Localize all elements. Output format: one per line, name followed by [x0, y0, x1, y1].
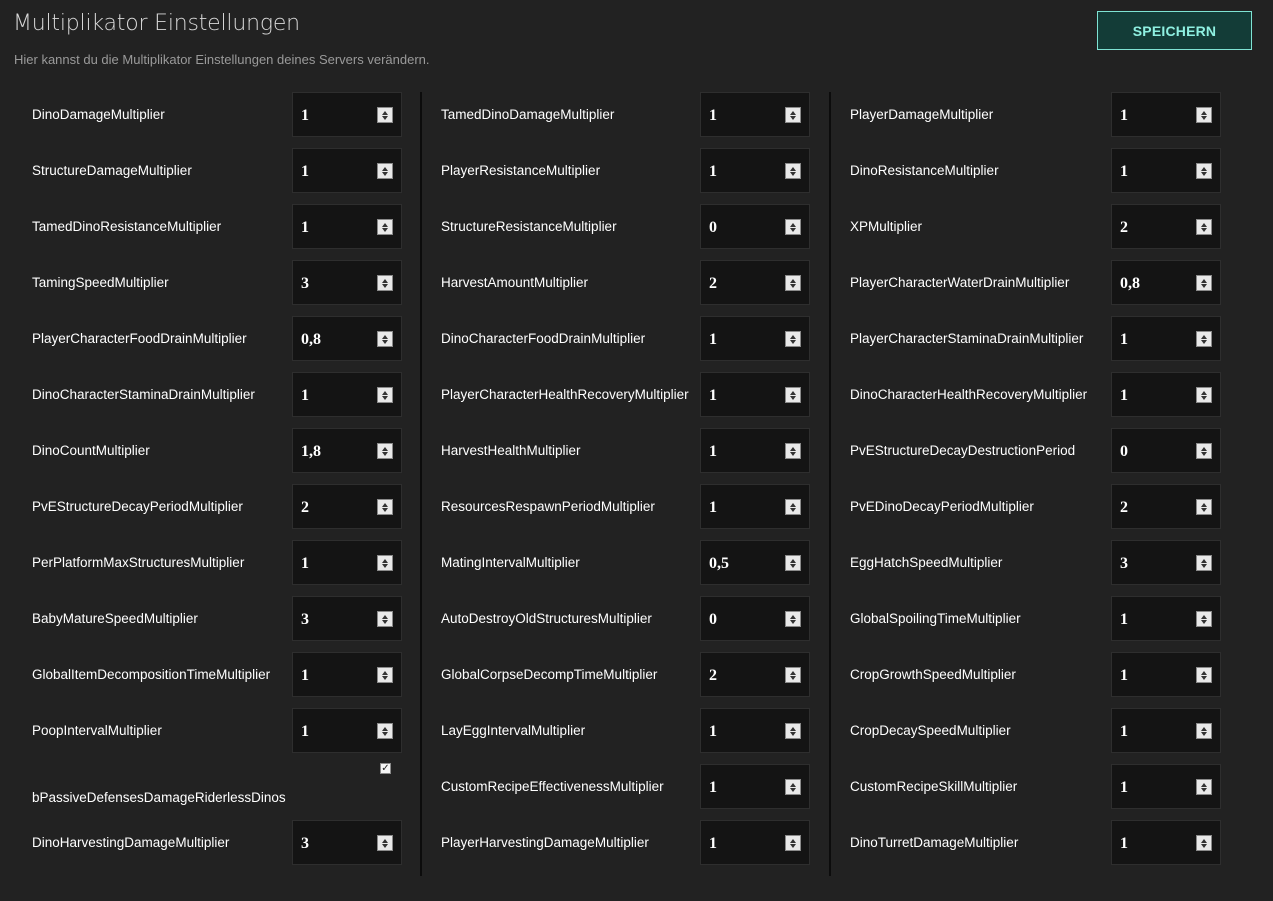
spinner-down-icon[interactable] [382, 508, 388, 512]
spinner-down-icon[interactable] [790, 788, 796, 792]
setting-label: DinoCharacterHealthRecoveryMultiplier [850, 387, 1088, 402]
setting-row [838, 652, 1238, 708]
spinner-down-icon[interactable] [790, 844, 796, 848]
spinner-arrows-icon[interactable] [785, 275, 801, 291]
spinner-down-icon[interactable] [790, 452, 796, 456]
setting-value: 1 [301, 667, 309, 684]
setting-number-input[interactable] [292, 92, 402, 137]
setting-row [429, 92, 829, 148]
spinner-up-icon[interactable] [790, 503, 796, 507]
setting-number-input[interactable] [700, 820, 810, 865]
setting-row [429, 316, 829, 372]
spinner-up-icon[interactable] [382, 727, 388, 731]
setting-row [20, 764, 420, 820]
spinner-up-icon[interactable] [790, 727, 796, 731]
setting-label: HarvestHealthMultiplier [441, 443, 581, 458]
spinner-up-icon[interactable] [790, 559, 796, 563]
setting-label: GlobalSpoilingTimeMultiplier [850, 611, 1021, 626]
spinner-down-icon[interactable] [382, 284, 388, 288]
spinner-arrows-icon[interactable] [785, 163, 801, 179]
spinner-down-icon[interactable] [790, 676, 796, 680]
setting-label: PlayerCharacterHealthRecoveryMultiplier [441, 387, 689, 402]
spinner-up-icon[interactable] [1201, 391, 1207, 395]
setting-label: DinoDamageMultiplier [32, 107, 165, 122]
spinner-arrows-icon[interactable] [377, 499, 393, 515]
setting-row [429, 540, 829, 596]
spinner-arrows-icon[interactable] [785, 443, 801, 459]
spinner-down-icon[interactable] [1201, 564, 1207, 568]
spinner-arrows-icon[interactable] [1196, 779, 1212, 795]
setting-value: 1 [709, 499, 717, 516]
setting-number-input[interactable] [1111, 148, 1221, 193]
setting-label: PlayerCharacterFoodDrainMultiplier [32, 331, 247, 346]
setting-value: 1 [709, 723, 717, 740]
spinner-down-icon[interactable] [382, 564, 388, 568]
setting-value: 0,5 [709, 555, 729, 572]
setting-value: 1 [1120, 779, 1128, 796]
spinner-arrows-icon[interactable] [785, 219, 801, 235]
spinner-arrows-icon[interactable] [1196, 219, 1212, 235]
spinner-down-icon[interactable] [790, 116, 796, 120]
spinner-down-icon[interactable] [790, 340, 796, 344]
spinner-arrows-icon[interactable] [377, 163, 393, 179]
spinner-arrows-icon[interactable] [377, 611, 393, 627]
spinner-down-icon[interactable] [1201, 844, 1207, 848]
spinner-arrows-icon[interactable] [1196, 331, 1212, 347]
setting-label: PlayerCharacterWaterDrainMultiplier [850, 275, 1070, 290]
setting-row [838, 540, 1238, 596]
spinner-arrows-icon[interactable] [785, 611, 801, 627]
setting-label: PvEStructureDecayDestructionPeriod [850, 443, 1076, 458]
setting-label: GlobalItemDecompositionTimeMultiplier [32, 667, 271, 682]
setting-label: PvEDinoDecayPeriodMultiplier [850, 499, 1034, 514]
setting-value: 1,8 [301, 443, 321, 460]
setting-row [429, 428, 829, 484]
setting-row [20, 260, 420, 316]
spinner-up-icon[interactable] [1201, 167, 1207, 171]
setting-value: 1 [1120, 387, 1128, 404]
setting-row [838, 372, 1238, 428]
spinner-up-icon[interactable] [790, 335, 796, 339]
setting-number-input[interactable] [292, 652, 402, 697]
spinner-up-icon[interactable] [1201, 783, 1207, 787]
setting-value: 3 [301, 611, 309, 628]
spinner-down-icon[interactable] [790, 284, 796, 288]
spinner-down-icon[interactable] [790, 508, 796, 512]
setting-label: MatingIntervalMultiplier [441, 555, 580, 570]
setting-number-input[interactable] [700, 540, 810, 585]
setting-number-input[interactable] [1111, 764, 1221, 809]
setting-row [838, 204, 1238, 260]
setting-label: StructureDamageMultiplier [32, 163, 192, 178]
setting-value: 1 [1120, 667, 1128, 684]
setting-number-input[interactable] [700, 148, 810, 193]
setting-number-input[interactable] [1111, 260, 1221, 305]
setting-row [838, 148, 1238, 204]
spinner-up-icon[interactable] [382, 503, 388, 507]
spinner-down-icon[interactable] [382, 452, 388, 456]
spinner-down-icon[interactable] [1201, 676, 1207, 680]
setting-value: 1 [301, 107, 309, 124]
setting-value: 0 [709, 219, 717, 236]
setting-number-input[interactable] [700, 484, 810, 529]
spinner-arrows-icon[interactable] [785, 835, 801, 851]
setting-label: CustomRecipeSkillMultiplier [850, 779, 1018, 794]
spinner-arrows-icon[interactable] [377, 555, 393, 571]
spinner-down-icon[interactable] [790, 396, 796, 400]
setting-label: DinoResistanceMultiplier [850, 163, 999, 178]
setting-value: 1 [709, 443, 717, 460]
spinner-up-icon[interactable] [1201, 615, 1207, 619]
spinner-arrows-icon[interactable] [1196, 107, 1212, 123]
setting-number-input[interactable] [1111, 428, 1221, 473]
spinner-down-icon[interactable] [790, 172, 796, 176]
spinner-down-icon[interactable] [1201, 284, 1207, 288]
setting-number-input[interactable] [1111, 708, 1221, 753]
spinner-down-icon[interactable] [790, 228, 796, 232]
spinner-arrows-icon[interactable] [1196, 387, 1212, 403]
setting-value: 1 [709, 163, 717, 180]
setting-label: StructureResistanceMultiplier [441, 219, 617, 234]
setting-number-input[interactable] [292, 820, 402, 865]
setting-label: PlayerCharacterStaminaDrainMultiplier [850, 331, 1084, 346]
setting-label: PerPlatformMaxStructuresMultiplier [32, 555, 245, 570]
setting-row [20, 316, 420, 372]
setting-label: XPMultiplier [850, 219, 923, 234]
setting-label: CustomRecipeEffectivenessMultiplier [441, 779, 664, 794]
spinner-down-icon[interactable] [1201, 788, 1207, 792]
spinner-arrows-icon[interactable] [1196, 611, 1212, 627]
setting-label: PvEStructureDecayPeriodMultiplier [32, 499, 243, 514]
spinner-down-icon[interactable] [1201, 620, 1207, 624]
setting-number-input[interactable] [1111, 204, 1221, 249]
setting-number-input[interactable] [292, 372, 402, 417]
setting-label: DinoCountMultiplier [32, 443, 150, 458]
setting-row [429, 708, 829, 764]
setting-row [20, 596, 420, 652]
spinner-down-icon[interactable] [790, 732, 796, 736]
setting-row [20, 92, 420, 148]
spinner-down-icon[interactable] [382, 116, 388, 120]
spinner-arrows-icon[interactable] [785, 387, 801, 403]
spinner-down-icon[interactable] [1201, 228, 1207, 232]
spinner-down-icon[interactable] [1201, 340, 1207, 344]
setting-label: PlayerDamageMultiplier [850, 107, 994, 122]
spinner-down-icon[interactable] [382, 340, 388, 344]
spinner-up-icon[interactable] [382, 447, 388, 451]
setting-row [429, 652, 829, 708]
spinner-up-icon[interactable] [790, 223, 796, 227]
setting-row [20, 148, 420, 204]
setting-value: 3 [301, 275, 309, 292]
setting-label: TamedDinoDamageMultiplier [441, 107, 615, 122]
setting-row [20, 484, 420, 540]
setting-row [838, 596, 1238, 652]
setting-row [838, 764, 1238, 820]
setting-number-input[interactable] [292, 540, 402, 585]
spinner-arrows-icon[interactable] [377, 387, 393, 403]
spinner-down-icon[interactable] [382, 732, 388, 736]
spinner-down-icon[interactable] [382, 844, 388, 848]
spinner-up-icon[interactable] [1201, 447, 1207, 451]
spinner-arrows-icon[interactable] [1196, 555, 1212, 571]
spinner-up-icon[interactable] [382, 615, 388, 619]
setting-number-input[interactable] [1111, 652, 1221, 697]
spinner-arrows-icon[interactable] [785, 499, 801, 515]
spinner-arrows-icon[interactable] [1196, 667, 1212, 683]
setting-value: 2 [1120, 219, 1128, 236]
page-title: Multiplikator Einstellungen [13, 11, 300, 36]
setting-value: 1 [301, 163, 309, 180]
spinner-arrows-icon[interactable] [1196, 723, 1212, 739]
setting-label: DinoCharacterStaminaDrainMultiplier [32, 387, 255, 402]
column-divider [420, 92, 422, 876]
setting-label: ResourcesRespawnPeriodMultiplier [441, 499, 655, 514]
spinner-arrows-icon[interactable] [1196, 443, 1212, 459]
setting-value: 2 [1120, 499, 1128, 516]
setting-number-input[interactable] [700, 708, 810, 753]
spinner-up-icon[interactable] [382, 839, 388, 843]
setting-number-input[interactable] [292, 484, 402, 529]
spinner-up-icon[interactable] [382, 167, 388, 171]
spinner-down-icon[interactable] [1201, 508, 1207, 512]
setting-label: BabyMatureSpeedMultiplier [32, 611, 198, 626]
setting-checkbox[interactable] [380, 763, 391, 774]
setting-label: bPassiveDefensesDamageRiderlessDinos [32, 790, 286, 805]
spinner-arrows-icon[interactable] [785, 331, 801, 347]
spinner-down-icon[interactable] [790, 620, 796, 624]
setting-row [838, 484, 1238, 540]
spinner-up-icon[interactable] [382, 111, 388, 115]
spinner-up-icon[interactable] [790, 615, 796, 619]
settings-column-3 [838, 92, 1238, 876]
setting-label: PoopIntervalMultiplier [32, 723, 162, 738]
spinner-up-icon[interactable] [790, 839, 796, 843]
spinner-arrows-icon[interactable] [1196, 499, 1212, 515]
setting-number-input[interactable] [292, 204, 402, 249]
spinner-arrows-icon[interactable] [377, 107, 393, 123]
setting-row [429, 204, 829, 260]
spinner-up-icon[interactable] [1201, 279, 1207, 283]
setting-label: TamingSpeedMultiplier [32, 275, 169, 290]
spinner-up-icon[interactable] [1201, 727, 1207, 731]
spinner-up-icon[interactable] [382, 559, 388, 563]
spinner-arrows-icon[interactable] [377, 667, 393, 683]
setting-row [838, 260, 1238, 316]
setting-number-input[interactable] [292, 428, 402, 473]
setting-value: 1 [1120, 835, 1128, 852]
setting-value: 1 [1120, 331, 1128, 348]
setting-number-input[interactable] [700, 428, 810, 473]
setting-label: LayEggIntervalMultiplier [441, 723, 586, 738]
setting-number-input[interactable] [292, 596, 402, 641]
setting-value: 1 [301, 723, 309, 740]
setting-value: 1 [709, 331, 717, 348]
setting-number-input[interactable] [1111, 540, 1221, 585]
spinner-up-icon[interactable] [382, 335, 388, 339]
setting-number-input[interactable] [700, 204, 810, 249]
setting-value: 1 [709, 779, 717, 796]
setting-row [20, 428, 420, 484]
setting-value: 2 [709, 667, 717, 684]
spinner-arrows-icon[interactable] [377, 443, 393, 459]
spinner-arrows-icon[interactable] [785, 107, 801, 123]
spinner-up-icon[interactable] [790, 279, 796, 283]
setting-row [20, 204, 420, 260]
setting-label: HarvestAmountMultiplier [441, 275, 589, 290]
setting-label: DinoCharacterFoodDrainMultiplier [441, 331, 646, 346]
setting-value: 0 [709, 611, 717, 628]
setting-value: 1 [1120, 107, 1128, 124]
spinner-arrows-icon[interactable] [785, 723, 801, 739]
setting-value: 2 [301, 499, 309, 516]
spinner-up-icon[interactable] [1201, 111, 1207, 115]
setting-value: 1 [301, 219, 309, 236]
setting-number-input[interactable] [700, 92, 810, 137]
setting-value: 1 [301, 555, 309, 572]
spinner-arrows-icon[interactable] [785, 667, 801, 683]
spinner-up-icon[interactable] [1201, 559, 1207, 563]
setting-number-input[interactable] [1111, 316, 1221, 361]
setting-row [429, 596, 829, 652]
spinner-down-icon[interactable] [382, 620, 388, 624]
setting-number-input[interactable] [700, 260, 810, 305]
checkmark-icon: ✓ [381, 763, 390, 774]
spinner-down-icon[interactable] [1201, 396, 1207, 400]
setting-label: TamedDinoResistanceMultiplier [32, 219, 222, 234]
setting-value: 1 [709, 835, 717, 852]
spinner-down-icon[interactable] [382, 396, 388, 400]
setting-number-input[interactable] [1111, 820, 1221, 865]
setting-row [838, 316, 1238, 372]
setting-row [20, 820, 420, 876]
spinner-up-icon[interactable] [790, 447, 796, 451]
setting-label: PlayerHarvestingDamageMultiplier [441, 835, 649, 850]
spinner-up-icon[interactable] [1201, 503, 1207, 507]
spinner-arrows-icon[interactable] [1196, 835, 1212, 851]
setting-label: CropGrowthSpeedMultiplier [850, 667, 1016, 682]
setting-row [838, 428, 1238, 484]
setting-label: DinoTurretDamageMultiplier [850, 835, 1019, 850]
spinner-up-icon[interactable] [382, 279, 388, 283]
spinner-arrows-icon[interactable] [785, 555, 801, 571]
spinner-arrows-icon[interactable] [377, 723, 393, 739]
spinner-arrows-icon[interactable] [377, 219, 393, 235]
setting-label: DinoHarvestingDamageMultiplier [32, 835, 230, 850]
spinner-down-icon[interactable] [790, 564, 796, 568]
spinner-up-icon[interactable] [382, 671, 388, 675]
setting-label: EggHatchSpeedMultiplier [850, 555, 1003, 570]
setting-row [838, 820, 1238, 876]
spinner-up-icon[interactable] [382, 223, 388, 227]
setting-row [429, 372, 829, 428]
spinner-up-icon[interactable] [790, 783, 796, 787]
column-divider [829, 92, 831, 876]
spinner-arrows-icon[interactable] [377, 331, 393, 347]
setting-number-input[interactable] [1111, 596, 1221, 641]
setting-value: 1 [1120, 611, 1128, 628]
spinner-arrows-icon[interactable] [785, 779, 801, 795]
setting-number-input[interactable] [1111, 92, 1221, 137]
setting-row [20, 540, 420, 596]
spinner-arrows-icon[interactable] [377, 275, 393, 291]
setting-row [429, 820, 829, 876]
setting-row [838, 92, 1238, 148]
setting-value: 1 [301, 387, 309, 404]
setting-number-input[interactable] [700, 372, 810, 417]
spinner-arrows-icon[interactable] [1196, 275, 1212, 291]
setting-value: 0 [1120, 443, 1128, 460]
setting-number-input[interactable] [700, 652, 810, 697]
setting-row [429, 764, 829, 820]
setting-value: 1 [709, 107, 717, 124]
spinner-up-icon[interactable] [1201, 839, 1207, 843]
setting-number-input[interactable] [700, 316, 810, 361]
setting-value: 1 [709, 387, 717, 404]
setting-label: PlayerResistanceMultiplier [441, 163, 601, 178]
setting-number-input[interactable] [700, 596, 810, 641]
setting-label: CropDecaySpeedMultiplier [850, 723, 1011, 738]
setting-value: 3 [301, 835, 309, 852]
setting-label: GlobalCorpseDecompTimeMultiplier [441, 667, 658, 682]
setting-value: 1 [1120, 723, 1128, 740]
setting-number-input[interactable] [292, 148, 402, 193]
spinner-up-icon[interactable] [790, 671, 796, 675]
setting-number-input[interactable] [1111, 484, 1221, 529]
spinner-down-icon[interactable] [1201, 732, 1207, 736]
setting-number-input[interactable] [292, 316, 402, 361]
setting-number-input[interactable] [1111, 372, 1221, 417]
setting-number-input[interactable] [700, 764, 810, 809]
settings-column-2 [429, 92, 829, 876]
spinner-down-icon[interactable] [1201, 172, 1207, 176]
spinner-arrows-icon[interactable] [377, 835, 393, 851]
save-button[interactable]: SPEICHERN [1097, 11, 1252, 50]
spinner-up-icon[interactable] [790, 111, 796, 115]
spinner-up-icon[interactable] [790, 391, 796, 395]
setting-row [429, 484, 829, 540]
page-subtitle: Hier kannst du die Multiplikator Einstellungen deines Servers verändern. [14, 52, 430, 67]
setting-label: AutoDestroyOldStructuresMultiplier [441, 611, 652, 626]
setting-row [429, 148, 829, 204]
spinner-up-icon[interactable] [1201, 335, 1207, 339]
setting-value: 2 [709, 275, 717, 292]
setting-row [20, 372, 420, 428]
setting-row [20, 652, 420, 708]
spinner-up-icon[interactable] [382, 391, 388, 395]
setting-number-input[interactable] [292, 708, 402, 753]
spinner-up-icon[interactable] [790, 167, 796, 171]
setting-value: 0,8 [301, 331, 321, 348]
setting-row [429, 260, 829, 316]
spinner-up-icon[interactable] [1201, 671, 1207, 675]
setting-row [20, 708, 420, 764]
spinner-down-icon[interactable] [1201, 116, 1207, 120]
setting-value: 1 [1120, 163, 1128, 180]
setting-value: 3 [1120, 555, 1128, 572]
spinner-arrows-icon[interactable] [1196, 163, 1212, 179]
spinner-down-icon[interactable] [382, 228, 388, 232]
settings-column-1 [20, 92, 420, 876]
spinner-down-icon[interactable] [382, 172, 388, 176]
setting-value: 0,8 [1120, 275, 1140, 292]
setting-number-input[interactable] [292, 260, 402, 305]
spinner-down-icon[interactable] [382, 676, 388, 680]
spinner-up-icon[interactable] [1201, 223, 1207, 227]
setting-row [838, 708, 1238, 764]
spinner-down-icon[interactable] [1201, 452, 1207, 456]
